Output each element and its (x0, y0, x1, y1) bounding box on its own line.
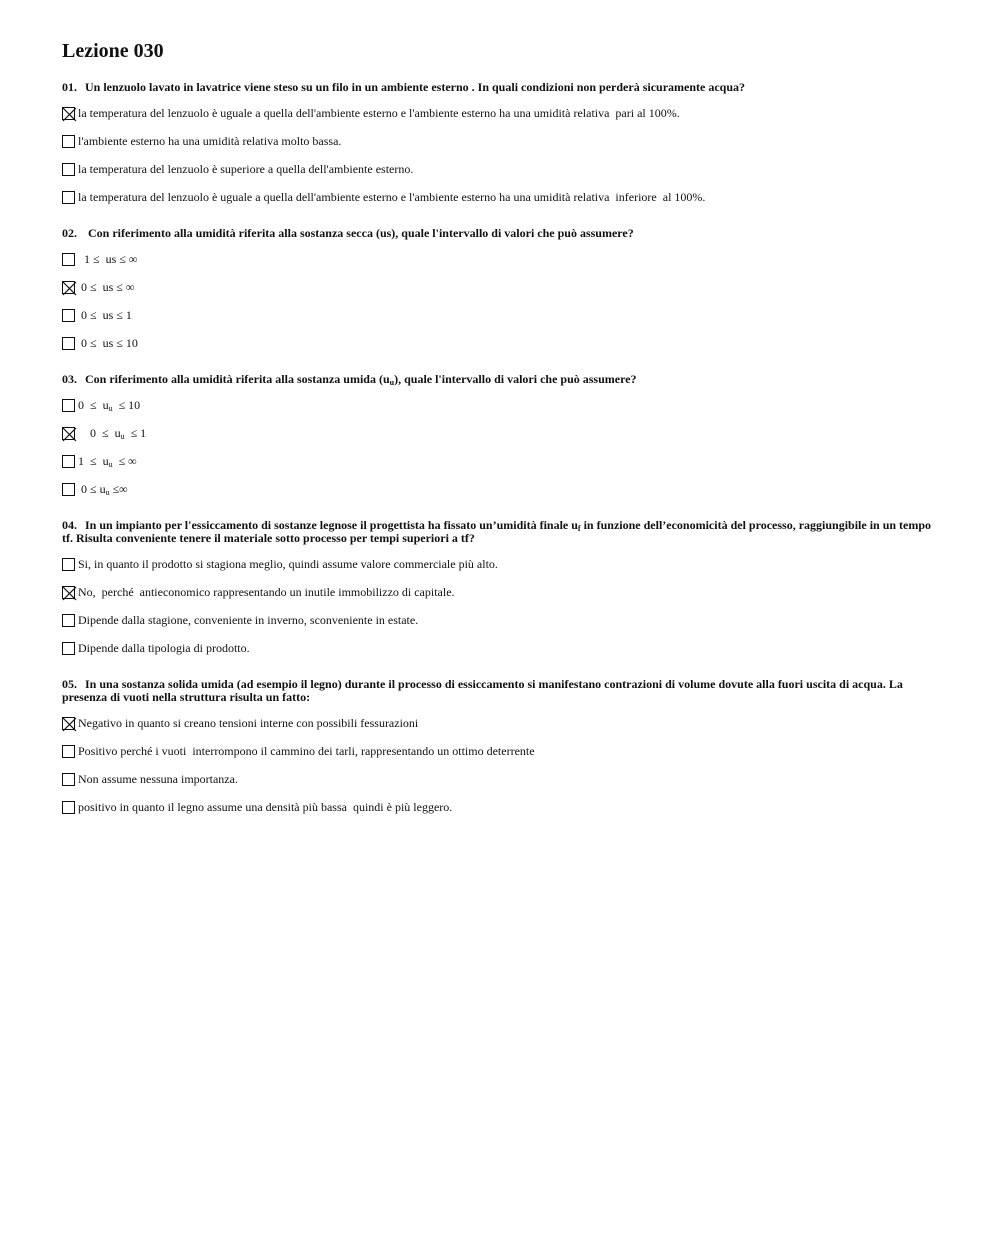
option-label: Non assume nessuna importanza. (78, 772, 238, 786)
option[interactable] (62, 162, 938, 177)
option[interactable] (62, 585, 938, 600)
question-03 (62, 373, 938, 497)
question-text: 03. Con riferimento alla umidità riferita alla sostanza umida $(u_u)$, quale l'intervallo di valori che può assumere? (62, 372, 637, 387)
option-label: 0 ≤ us ≤ 10 (78, 336, 138, 350)
option-label: positivo in quanto il legno assume una densità più bassa quindi è più leggero. (78, 800, 453, 814)
option-label: Dipende dalla tipologia di prodotto. (78, 641, 250, 655)
option-label: 0 ≤ us ≤ 1 (78, 308, 132, 322)
option[interactable] (62, 252, 938, 267)
options-list (62, 716, 938, 815)
option[interactable] (62, 744, 938, 759)
options-list (62, 398, 938, 497)
x-mark-icon (62, 717, 77, 732)
option[interactable] (62, 398, 938, 413)
checkbox[interactable] (62, 642, 75, 655)
option-label: $0 \le u_u \le 1$ (78, 426, 147, 441)
option-label: la temperatura del lenzuolo è superiore a quella dell'ambiente esterno. (78, 162, 414, 176)
question-number: 04. (62, 518, 77, 532)
question-05 (62, 678, 938, 815)
checkbox[interactable] (62, 191, 75, 204)
checkbox[interactable] (62, 558, 75, 571)
option[interactable] (62, 557, 938, 572)
option[interactable] (62, 336, 938, 351)
checkbox[interactable] (62, 483, 75, 496)
options-list (62, 252, 938, 351)
checkbox[interactable] (62, 399, 75, 412)
question-text: 04. In un impianto per l'essiccamento di sostanze legnose il progettista ha fissato un’umidità finale $u_f$ in funzione dell’economicità del processo, raggiungibile in un tempo tf. Risulta conveniente tenere il materiale sotto processo per tempi superiori a tf? (62, 518, 932, 545)
checkbox[interactable] (62, 337, 75, 350)
options-list (62, 557, 938, 656)
checkbox[interactable] (62, 614, 75, 627)
option[interactable] (62, 800, 938, 815)
option[interactable] (62, 190, 938, 205)
question-number: 03. (62, 372, 77, 386)
question-number: 02. (62, 226, 77, 240)
option-label: Dipende dalla stagione, conveniente in inverno, sconveniente in estate. (78, 613, 419, 627)
question-04 (62, 519, 938, 656)
checkbox[interactable] (62, 745, 75, 758)
question-number: 05. (62, 677, 77, 691)
option[interactable] (62, 308, 938, 323)
question-number: 01. (62, 80, 77, 94)
option[interactable] (62, 426, 938, 441)
checkbox[interactable] (62, 773, 75, 786)
document-page (62, 40, 938, 837)
checkbox-checked[interactable] (62, 281, 75, 294)
question-01 (62, 81, 938, 205)
question-text: 05. In una sostanza solida umida (ad esempio il legno) durante il processo di essiccamento si manifestano contrazioni di volume dovute alla fuori uscita di acqua. La presenza di vuoti nella struttura risulta un fatto: (62, 677, 903, 704)
option[interactable] (62, 454, 938, 469)
options-list (62, 106, 938, 205)
checkbox-checked[interactable] (62, 586, 75, 599)
option[interactable] (62, 106, 938, 121)
option-label: Negativo in quanto si creano tensioni interne con possibili fessurazioni (78, 716, 419, 730)
option-label: 0 ≤ us ≤ ∞ (78, 280, 135, 294)
option-label: No, perché antieconomico rappresentando un inutile immobilizzo di capitale. (78, 585, 455, 599)
option[interactable] (62, 280, 938, 295)
checkbox-checked[interactable] (62, 717, 75, 730)
option[interactable] (62, 613, 938, 628)
question-02 (62, 227, 938, 351)
option[interactable] (62, 716, 938, 731)
checkbox-checked[interactable] (62, 427, 75, 440)
option-label: $0 \le u_u \le 10$ (78, 398, 141, 413)
checkbox-checked[interactable] (62, 107, 75, 120)
x-mark-icon (62, 107, 77, 122)
option-label: la temperatura del lenzuolo è uguale a quella dell'ambiente esterno e l'ambiente esterno ha una umidità relativa pari al 100%. (78, 106, 680, 120)
x-mark-icon (62, 427, 77, 442)
option-label: la temperatura del lenzuolo è uguale a quella dell'ambiente esterno e l'ambiente esterno ha una umidità relativa inferiore al 100%. (78, 190, 706, 204)
x-mark-icon (62, 281, 77, 296)
question-text: 02. Con riferimento alla umidità riferita alla sostanza secca (us), quale l'intervallo di valori che può assumere? (62, 226, 634, 240)
question-text: 01. Un lenzuolo lavato in lavatrice viene steso su un filo in un ambiente esterno . In quali condizioni non perderà sicuramente acqua? (62, 80, 746, 94)
option[interactable] (62, 772, 938, 787)
option[interactable] (62, 134, 938, 149)
option-label: 1 ≤ us ≤ ∞ (78, 252, 138, 266)
checkbox[interactable] (62, 163, 75, 176)
checkbox[interactable] (62, 253, 75, 266)
x-mark-icon (62, 586, 77, 601)
option-label: l'ambiente esterno ha una umidità relativa molto bassa. (78, 134, 342, 148)
option-label: $0 \le u_u$ ≤∞ (78, 482, 128, 497)
option[interactable] (62, 482, 938, 497)
option-label: $1 \le u_u$ ≤ ∞ (78, 454, 137, 469)
option-label: Positivo perché i vuoti interrompono il cammino dei tarli, rappresentando un ottimo deterrente (78, 744, 535, 758)
option[interactable] (62, 641, 938, 656)
checkbox[interactable] (62, 309, 75, 322)
option-label: Si, in quanto il prodotto si stagiona meglio, quindi assume valore commerciale più alto. (78, 557, 498, 571)
checkbox[interactable] (62, 801, 75, 814)
checkbox[interactable] (62, 135, 75, 148)
checkbox[interactable] (62, 455, 75, 468)
page-title: Lezione 030 (62, 40, 164, 62)
